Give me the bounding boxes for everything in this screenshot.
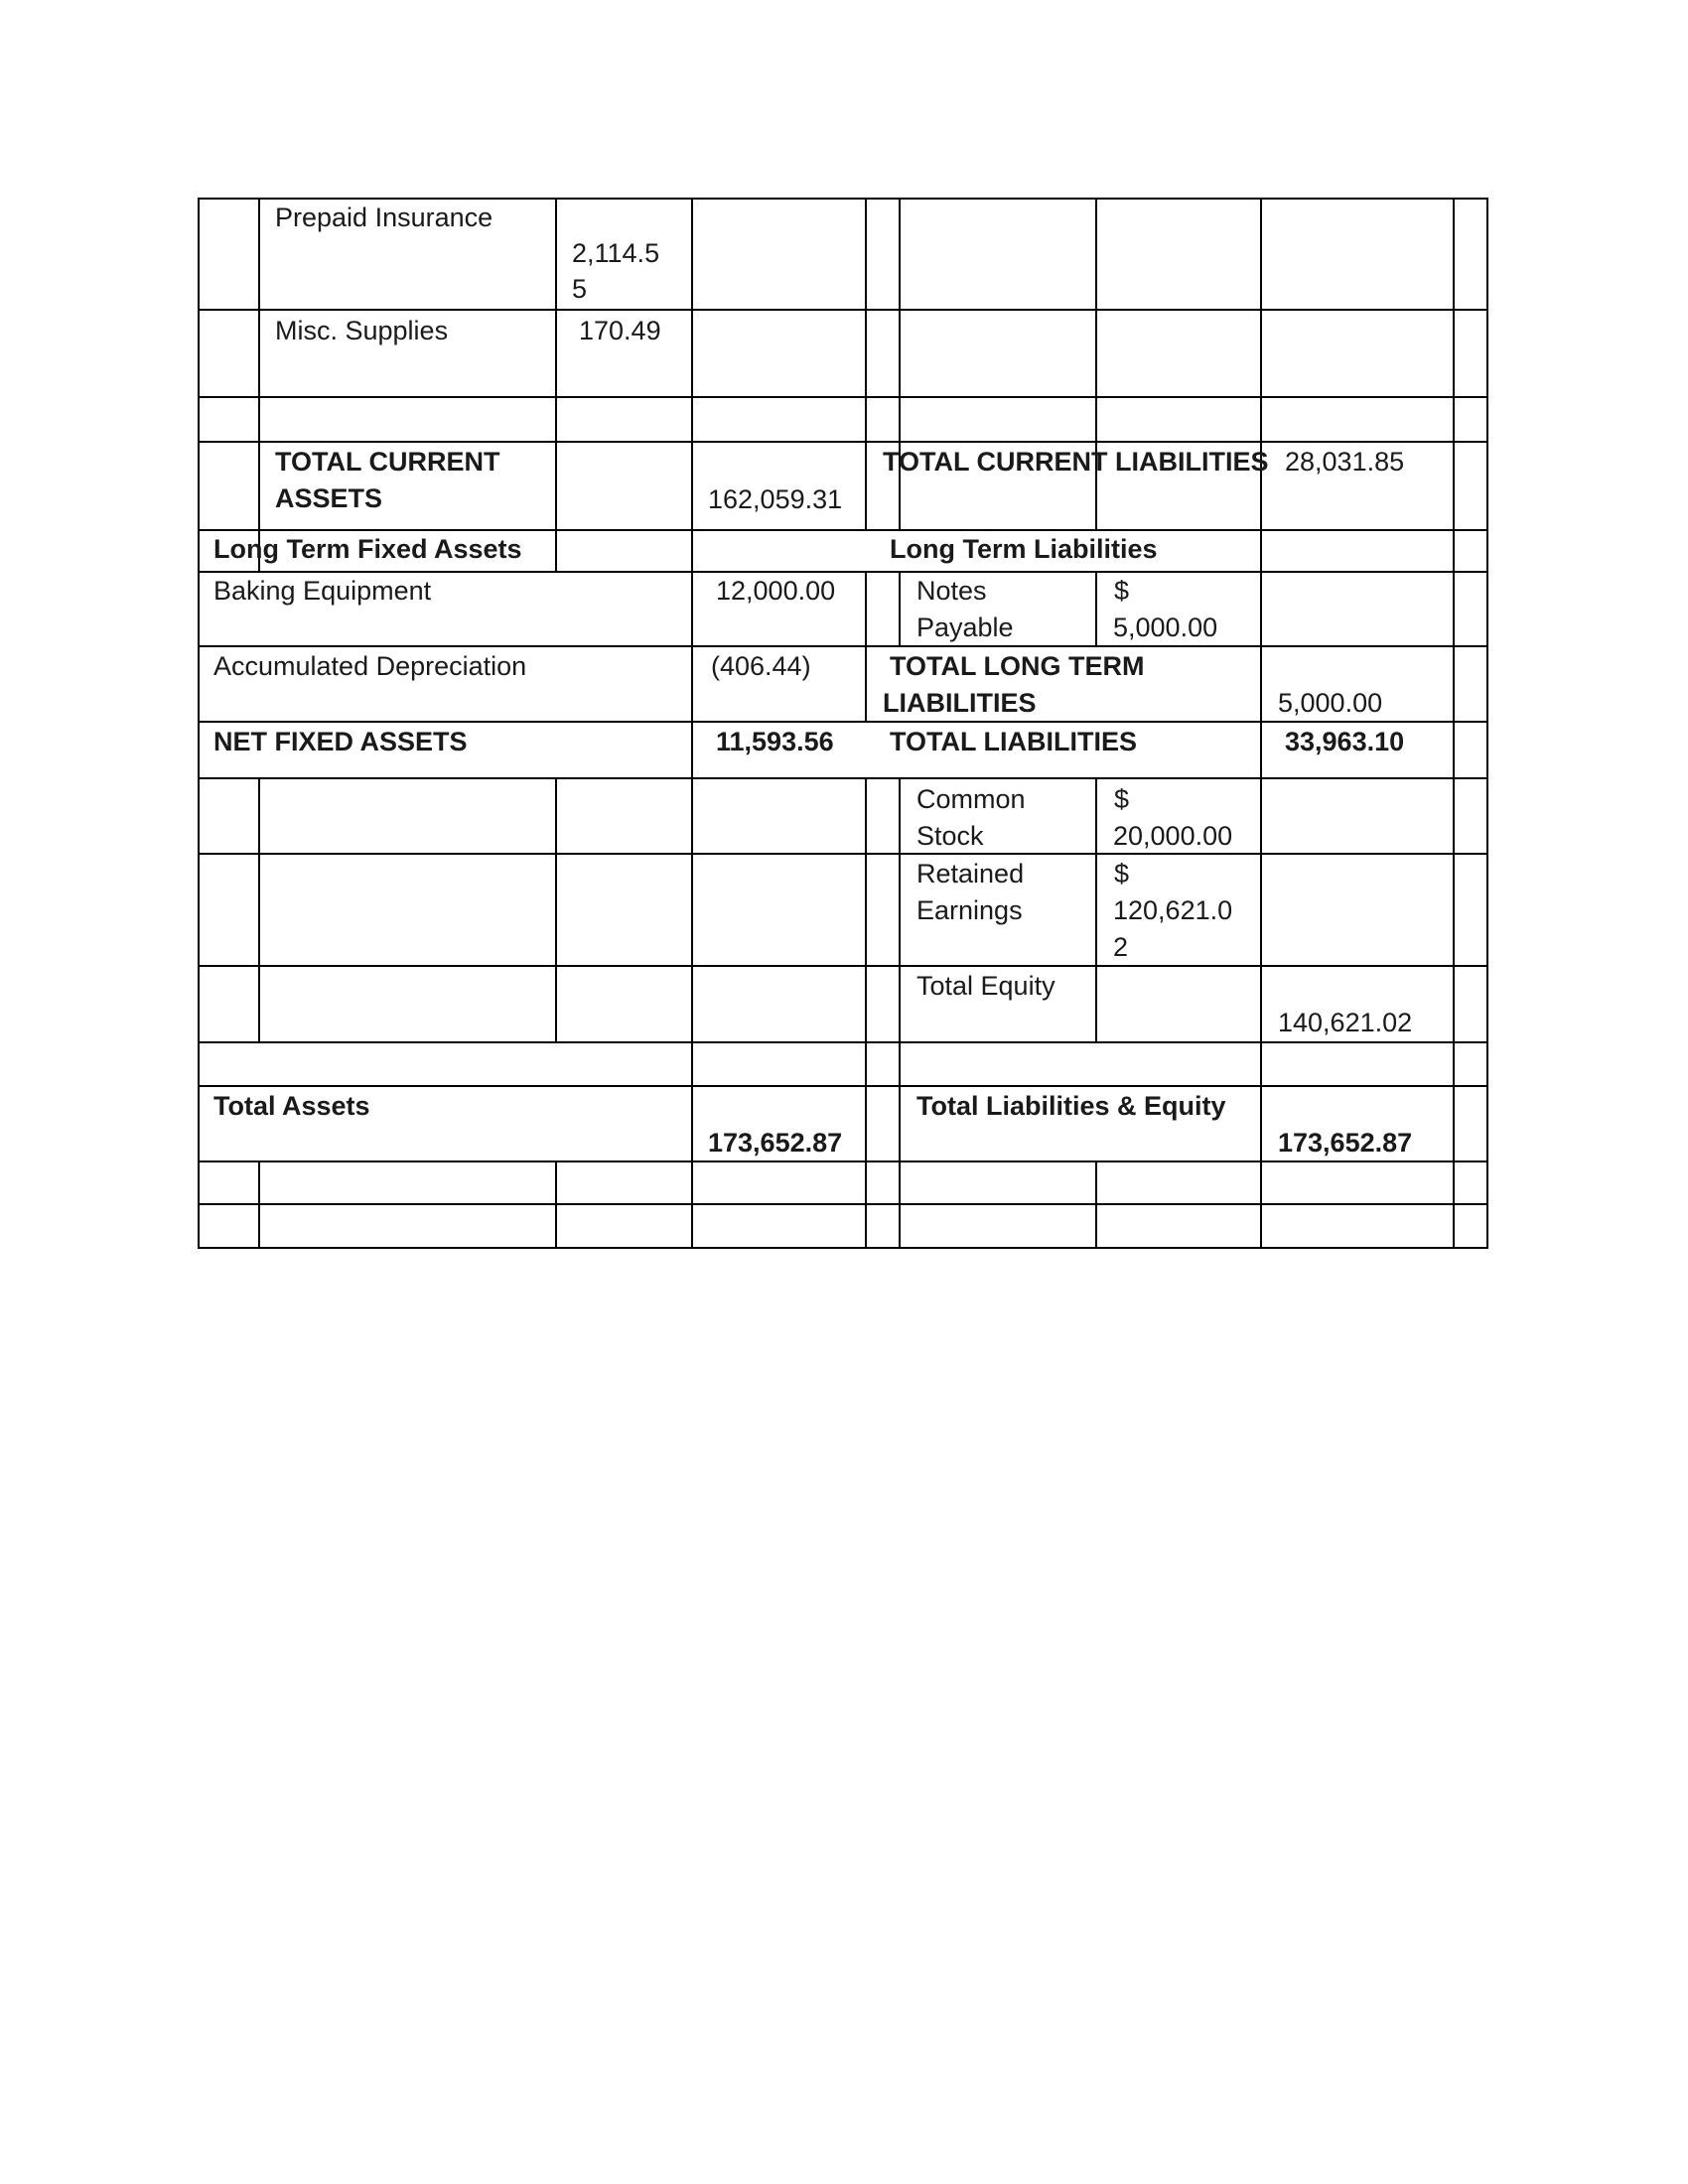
retained-earnings-label: Retained [916, 859, 1025, 888]
rule [198, 396, 1488, 398]
prepaid-insurance-amount: 2,114.5 [572, 238, 660, 268]
net-fixed-assets-amount: 11,593.56 [716, 727, 834, 756]
rule [1260, 198, 1262, 1249]
total-liabilities-equity-amount: 173,652.87 [1278, 1128, 1413, 1158]
common-stock-amount: 20,000.00 [1113, 821, 1233, 851]
total-equity-amount: 140,621.02 [1278, 1008, 1413, 1037]
rule [691, 198, 693, 1249]
total-long-term-liabilities-label: TOTAL LONG TERM [890, 651, 1145, 681]
rule [198, 198, 200, 1249]
rule [555, 1160, 557, 1249]
rule [198, 965, 1488, 967]
notes-payable-currency: $ [1114, 576, 1130, 606]
rule [198, 441, 1488, 443]
rule [899, 777, 901, 1249]
notes-payable-amount: 5,000.00 [1113, 613, 1218, 642]
notes-payable-label: Notes [916, 576, 987, 606]
rule [1095, 1160, 1097, 1249]
rule [899, 571, 901, 645]
misc-supplies-amount: 170.49 [579, 316, 661, 345]
rule [555, 777, 557, 1041]
total-long-term-liabilities-amount: 5,000.00 [1278, 688, 1383, 718]
retained-earnings-amount: 120,621.0 [1113, 895, 1233, 925]
rule [1486, 198, 1488, 1249]
prepaid-insurance-label: Prepaid Insurance [275, 203, 493, 232]
balance-sheet-table [198, 198, 1488, 1249]
total-current-assets-label-wrap: ASSETS [275, 483, 383, 513]
rule [1453, 198, 1455, 1249]
total-current-liabilities-amount: 28,031.85 [1285, 447, 1405, 477]
rule [865, 777, 867, 1249]
rule [198, 1085, 1488, 1087]
baking-equipment-label: Baking Equipment [213, 576, 432, 606]
rule [1095, 777, 1097, 1041]
rule [198, 1041, 1488, 1043]
total-assets-amount: 173,652.87 [708, 1128, 843, 1158]
rule [198, 645, 1488, 647]
accumulated-depreciation-label: Accumulated Depreciation [213, 651, 527, 681]
total-current-liabilities-label: TOTAL CURRENT LIABILITIES [883, 447, 1269, 477]
net-fixed-assets-label: NET FIXED ASSETS [213, 727, 468, 756]
total-current-assets-label: TOTAL CURRENT [275, 447, 500, 477]
prepaid-insurance-amount-wrap: 5 [572, 274, 588, 304]
rule [258, 777, 260, 1041]
baking-equipment-amount: 12,000.00 [716, 576, 836, 606]
rule [198, 777, 1488, 779]
rule [198, 853, 1488, 855]
common-stock-label-wrap: Stock [916, 821, 984, 851]
retained-earnings-currency: $ [1114, 859, 1130, 888]
total-liabilities-equity-label: Total Liabilities & Equity [916, 1091, 1226, 1121]
rule [198, 1203, 1488, 1205]
long-term-liabilities-heading: Long Term Liabilities [890, 534, 1158, 564]
total-long-term-liabilities-label-wrap: LIABILITIES [883, 688, 1037, 718]
common-stock-label: Common [916, 784, 1026, 814]
misc-supplies-label: Misc. Supplies [275, 316, 449, 345]
common-stock-currency: $ [1114, 784, 1130, 814]
total-equity-label: Total Equity [916, 971, 1055, 1001]
total-assets-label: Total Assets [213, 1091, 370, 1121]
retained-earnings-label-wrap: Earnings [916, 895, 1023, 925]
notes-payable-label-wrap: Payable [916, 613, 1014, 642]
total-liabilities-label: TOTAL LIABILITIES [890, 727, 1137, 756]
rule [198, 1247, 1488, 1249]
rule [1095, 571, 1097, 645]
rule [198, 309, 1488, 311]
rule [258, 198, 260, 571]
total-current-assets-amount: 162,059.31 [708, 484, 843, 514]
accumulated-depreciation-amount: (406.44) [711, 651, 811, 681]
rule [865, 571, 867, 721]
retained-earnings-amount-wrap: 2 [1113, 932, 1129, 962]
total-liabilities-amount: 33,963.10 [1285, 727, 1405, 756]
long-term-fixed-assets-heading: Long Term Fixed Assets [213, 534, 522, 564]
rule [258, 1160, 260, 1249]
rule [865, 198, 867, 529]
rule [555, 198, 557, 571]
